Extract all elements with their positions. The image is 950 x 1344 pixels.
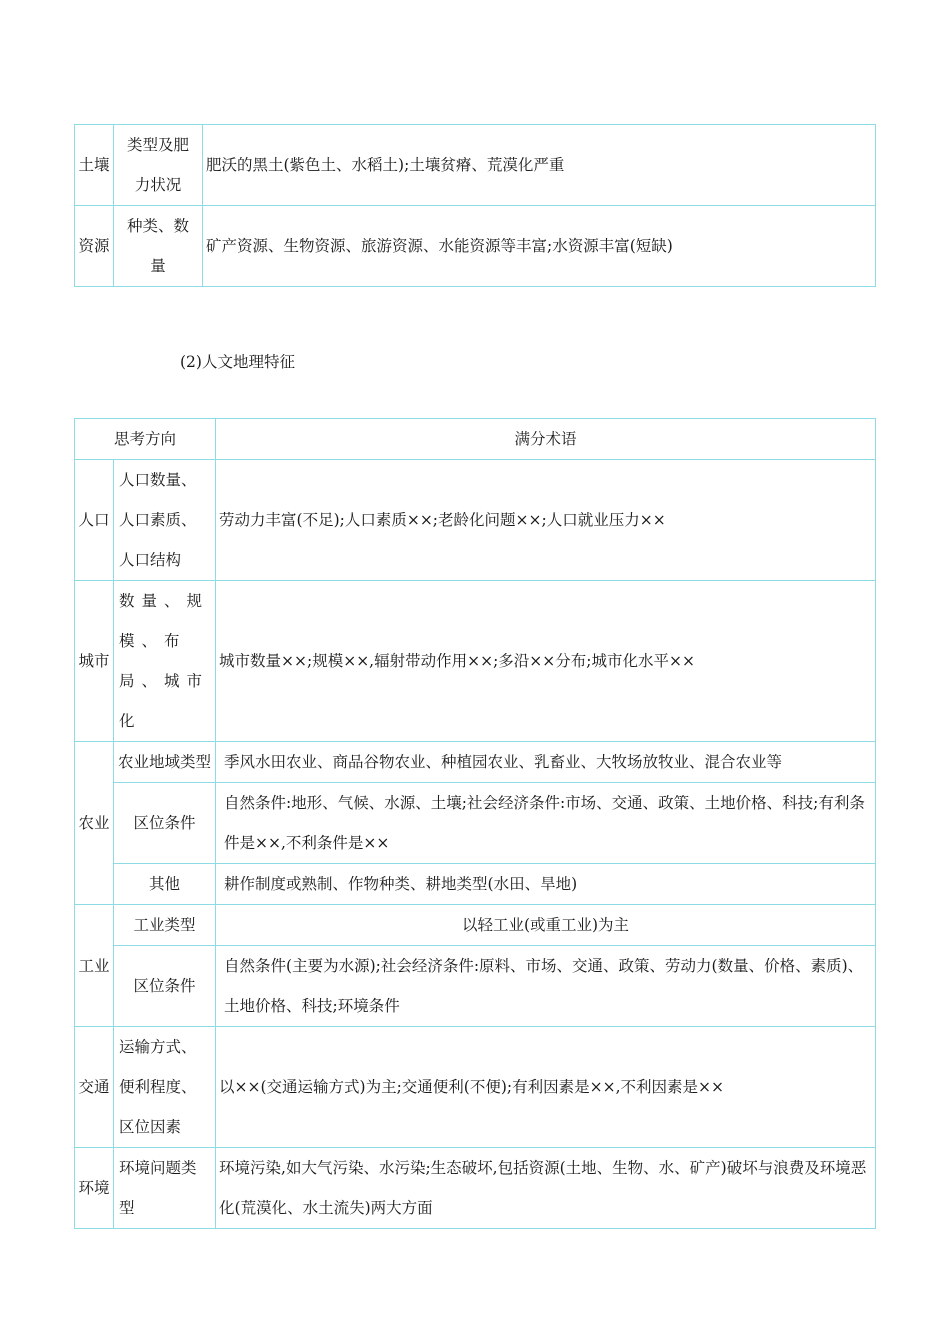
table-row — [75, 946, 876, 1027]
category-cell: 环境 — [75, 1148, 114, 1229]
aspect-cell: 人口数量、人口素质、人口结构 — [114, 460, 216, 581]
table-row — [75, 125, 876, 206]
aspect-cell: 环境问题类型 — [114, 1148, 216, 1229]
table-row — [75, 783, 876, 864]
aspect-cell: 其他 — [114, 864, 216, 905]
aspect-cell: 农业地域类型 — [114, 742, 216, 783]
category-cell: 城市 — [75, 581, 114, 742]
aspect-cell: 数量、规模、布局、城市化 — [114, 581, 216, 742]
terms-cell: 自然条件(主要为水源);社会经济条件:原料、市场、交通、政策、劳动力(数量、价格、素质)、土地价格、科技;环境条件 — [216, 946, 876, 1027]
table-row — [75, 742, 876, 783]
category-cell: 人口 — [75, 460, 114, 581]
terms-cell: 劳动力丰富(不足);人口素质××;老龄化问题××;人口就业压力×× — [216, 460, 876, 581]
terms-cell: 以××(交通运输方式)为主;交通便利(不便);有利因素是××,不利因素是×× — [216, 1027, 876, 1148]
category-cell: 交通 — [75, 1027, 114, 1148]
table-row — [75, 581, 876, 742]
header-terms: 满分术语 — [216, 419, 876, 460]
terms-cell: 城市数量××;规模××,辐射带动作用××;多沿××分布;城市化水平×× — [216, 581, 876, 742]
terms-cell: 自然条件:地形、气候、水源、土壤;社会经济条件:市场、交通、政策、土地价格、科技;有利条件是××,不利条件是×× — [216, 783, 876, 864]
table-row — [75, 206, 876, 287]
category-cell: 农业 — [75, 742, 114, 905]
aspect-cell: 类型及肥力状况 — [114, 125, 203, 206]
terms-cell: 矿产资源、生物资源、旅游资源、水能资源等丰富;水资源丰富(短缺) — [203, 206, 876, 287]
category-cell: 土壤 — [75, 125, 114, 206]
human-features-table — [74, 418, 876, 1229]
aspect-cell: 工业类型 — [114, 905, 216, 946]
header-direction: 思考方向 — [75, 419, 216, 460]
category-cell: 资源 — [75, 206, 114, 287]
terms-cell: 肥沃的黑土(紫色土、水稻土);土壤贫瘠、荒漠化严重 — [203, 125, 876, 206]
aspect-cell: 运输方式、便利程度、区位因素 — [114, 1027, 216, 1148]
table-row — [75, 905, 876, 946]
table-header-row — [75, 419, 876, 460]
terms-cell: 以轻工业(或重工业)为主 — [216, 905, 876, 946]
terms-cell: 耕作制度或熟制、作物种类、耕地类型(水田、旱地) — [216, 864, 876, 905]
table-row — [75, 460, 876, 581]
aspect-cell: 种类、数量 — [114, 206, 203, 287]
aspect-cell: 区位条件 — [114, 946, 216, 1027]
table-row — [75, 1027, 876, 1148]
table-row — [75, 864, 876, 905]
aspect-cell: 区位条件 — [114, 783, 216, 864]
section-heading: (2)人文地理特征 — [180, 353, 295, 371]
natural-features-table — [74, 124, 876, 287]
category-cell: 工业 — [75, 905, 114, 1027]
terms-cell: 环境污染,如大气污染、水污染;生态破坏,包括资源(土地、生物、水、矿产)破坏与浪费及环境恶化(荒漠化、水土流失)两大方面 — [216, 1148, 876, 1229]
terms-cell: 季风水田农业、商品谷物农业、种植园农业、乳畜业、大牧场放牧业、混合农业等 — [216, 742, 876, 783]
table-row — [75, 1148, 876, 1229]
